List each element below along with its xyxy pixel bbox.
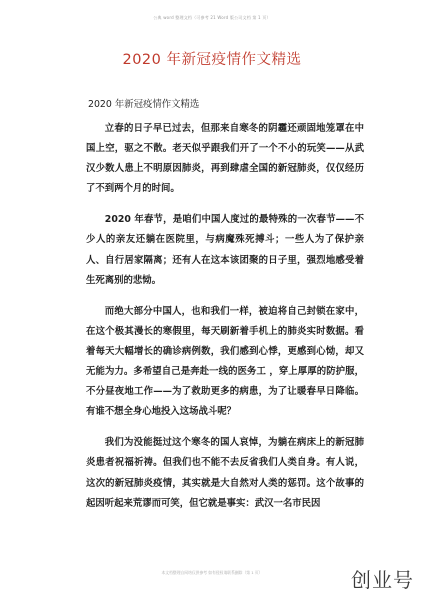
document-title: 2020 年新冠疫情作文精选 bbox=[122, 52, 302, 68]
source-watermark: 创业号 bbox=[351, 568, 414, 592]
paragraph-4: 我们为没能挺过这个寒冬的国人哀悼，为躺在病床上的新冠肺炎患者祝福祈祷。但我们也不能不去反省我们人类自身。有人说，这次的新冠肺炎疫情，其实就是大自然对人类的惩罚。这个故事的起因听起来荒谬而可笑，但它就是事实：武汉一名市民因 bbox=[86, 437, 364, 509]
page-footer-note: 本文档整理自网络仅供参考 如有侵权请联系删除（第 1 页） bbox=[161, 570, 263, 575]
paragraph-2: 2020 年春节，是咱们中国人度过的最特殊的一次春节——不少人的亲友还躺在医院里，与病魔殊死搏斗；一些人为了保护亲人、自行居家隔离；还有人在这本该团聚的日子里，强烈地感受着生死离别的悲恸。 bbox=[86, 214, 364, 286]
paragraph-3: 而绝大部分中国人，也和我们一样，被迫将自己封锁在家中，在这个极其漫长的寒假里，每天刷新着手机上的肺炎实时数据。看着每天大幅增长的确诊病例数，我们感到心悸，更感到心恸，却又无能为力。多希望自己是奔赴一线的医务工 ，穿上厚厚的防护服，不分昼夜地工作——为了救助更多的病患，为了让暖春早日降临。有谁不想全身心地投入这场战斗呢？ bbox=[86, 305, 364, 418]
paragraph-1: 立春的日子早已过去，但那来自寒冬的阴霾还顽固地笼罩在中国上空，驱之不散。老天似乎跟我们开了一个不小的玩笑——从武汉少数人患上不明原因肺炎，再到肆虐全国的新冠肺炎，仅仅经历了不到两个月的时间。 bbox=[86, 123, 364, 195]
article-subtitle: 2020 年新冠疫情作文精选 bbox=[88, 99, 200, 110]
document-body bbox=[86, 97, 364, 525]
page-header-note: 公典 word 整理文档（可参考 21 Word 版公司文档 第 1 页） bbox=[153, 15, 271, 20]
